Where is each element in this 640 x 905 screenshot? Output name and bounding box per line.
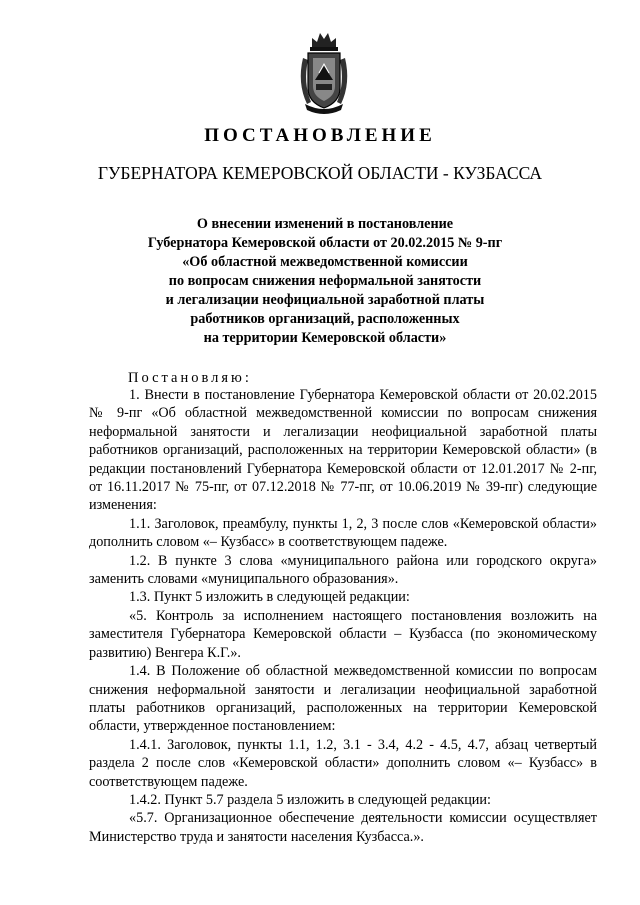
decree-word: Постановляю: [128,370,252,386]
paragraph-1-3: 1.3. Пункт 5 изложить в следующей редакции: [129,589,410,606]
heading-line: на территории Кемеровской области» [203,330,447,346]
heading-line: по вопросам снижения неформальной занятости [168,273,482,289]
paragraph-1-1: 1.1. Заголовок, преамбулу, пункты 1, 2, 3 после слов «Кемеровской области» дополнить словом «– Кузбасс» в соответствующем падеже. [89,515,597,551]
document-subtitle: ГУБЕРНАТОРА КЕМЕРОВСКОЙ ОБЛАСТИ - КУЗБАССА [97,163,543,183]
paragraph-1-4-1: 1.4.1. Заголовок, пункты 1.1, 1.2, 3.1 - 3.4, 4.2 - 4.5, 4.7, абзац четвертый раздела 2 после слов «Кемеровской области» дополнить словом «– Кузбасс» в соответствующем падеже. [89,736,597,790]
document-body [89,386,597,846]
document-title: ПОСТАНОВЛЕНИЕ [204,125,436,146]
heading-line: «Об областной межведомственной комиссии [182,254,468,270]
heading-line: работников организаций, расположенных [190,311,460,327]
paragraph-clause-5: «5. Контроль за исполнением настоящего постановления возложить на заместителя Губернатора Кемеровской области – Кузбасса (по экономическому развитию) Венгера К.Г.». [89,607,597,661]
document-heading [100,215,550,348]
paragraph-1-2: 1.2. В пункте 3 слова «муниципального района или городского округа» заменить словами «муниципального образования». [89,552,597,588]
paragraph-clause-5-7: «5.7. Организационное обеспечение деятельности комиссии осуществляет Министерство труда и занятости населения Кузбасса.». [89,810,597,845]
paragraph-1: 1. Внести в постановление Губернатора Кемеровской области от 20.02.2015 № 9-пг «Об областной межведомственной комиссии по вопросам снижения неформальной занятости и легализации неофициальной заработной платы работников организаций, расположенных на территории Кемеровской области» (в редакции постановлений Губернатора Кемеровской области от 12.01.2017 № 2-пг, от 16.11.2017 № 75-пг, от 07.12.2018 № 77-пг, от 10.06.2019 № 39-пг) следующие изменения: [89,387,597,514]
coat-of-arms-icon [295,28,353,114]
heading-line: О внесении изменений в постановление [196,216,454,232]
paragraph-1-4-2: 1.4.2. Пункт 5.7 раздела 5 изложить в следующей редакции: [129,791,491,808]
paragraph-1-4: 1.4. В Положение об областной межведомственной комиссии по вопросам снижения неформальной занятости и легализации неофициальной заработной платы работников организаций, расположенных на территории Кемеровской области, утвержденное постановлением: [89,663,597,735]
heading-line: и легализации неофициальной заработной платы [165,292,485,308]
heading-line: Губернатора Кемеровской области от 20.02.2015 № 9-пг [147,235,503,251]
